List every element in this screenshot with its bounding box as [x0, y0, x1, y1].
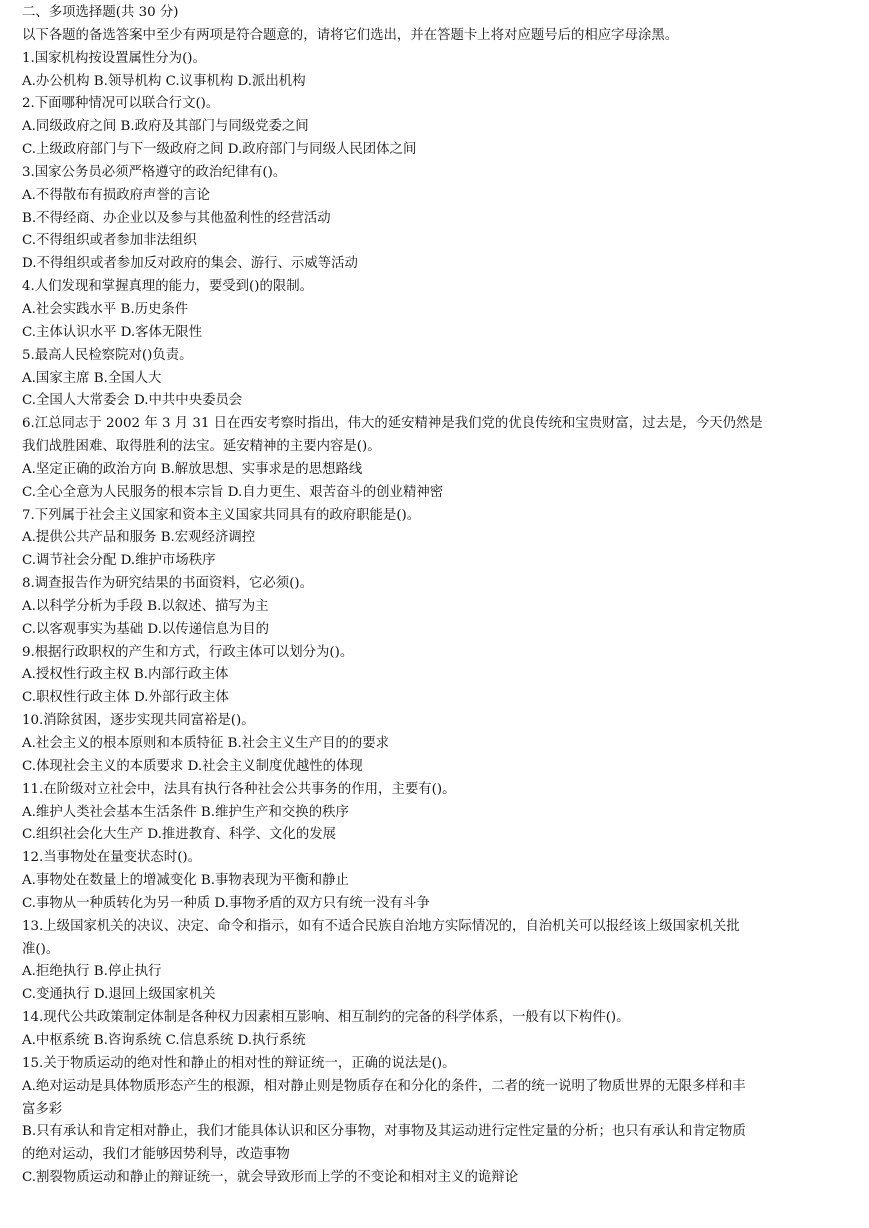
answer-options: A.授权性行政主权 B.内部行政主体	[22, 667, 229, 683]
answer-options: A.社会主义的根本原则和本质特征 B.社会主义生产目的的要求	[22, 736, 390, 751]
question-stem: 9.根据行政职权的产生和方式，行政主体可以划分为()。	[22, 644, 354, 660]
section-instruction: 以下各题的备选答案中至少有两项是符合题意的，请将它们选出，并在答题卡上将对应题号后的相应字母涂黑。	[22, 27, 679, 43]
answer-options: B.只有承认和肯定相对静止，我们才能具体认识和区分事物，对事物及其运动进行定性定量的分析；也只有承认和肯定物质	[22, 1124, 746, 1140]
question-stem: 14.现代公共政策制定体制是各种权力因素相互影响、相互制约的完备的科学体系，一般有以下构件()。	[22, 1010, 630, 1026]
answer-options: A.拒绝执行 B.停止执行	[22, 964, 162, 980]
question-stem: 8.调查报告作为研究结果的书面资料，它必须()。	[22, 576, 314, 592]
answer-options: A.以科学分析为手段 B.以叙述、描写为主	[22, 598, 269, 614]
answer-options: C.上级政府部门与下一级政府之间 D.政府部门与同级人民团体之间	[22, 142, 417, 158]
question-list	[22, 48, 859, 1190]
answer-options: C.主体认识水平 D.客体无限性	[22, 324, 203, 340]
answer-options: C.职权性行政主体 D.外部行政主体	[22, 690, 229, 706]
answer-options: C.变通执行 D.退回上级国家机关	[22, 987, 216, 1003]
answer-options: D.不得组织或者参加反对政府的集会、游行、示威等活动	[22, 256, 358, 272]
question-stem: 7.下列属于社会主义国家和资本主义国家共同具有的政府职能是()。	[22, 507, 421, 523]
answer-options: A.事物处在数量上的增减变化 B.事物表现为平衡和静止	[22, 873, 349, 889]
question-stem: 15.关于物质运动的绝对性和静止的相对性的辩证统一，正确的说法是()。	[22, 1055, 456, 1071]
answer-options: C.调节社会分配 D.维护市场秩序	[22, 553, 216, 569]
text-continuation: 的绝对运动，我们才能够因势利导，改造事物	[22, 1147, 290, 1163]
question-stem: 4.人们发现和掌握真理的能力，要受到()的限制。	[22, 279, 314, 295]
answer-options: A.坚定正确的政治方向 B.解放思想、实事求是的思想路线	[22, 461, 363, 477]
answer-options: C.体现社会主义的本质要求 D.社会主义制度优越性的体现	[22, 758, 363, 774]
answer-options: A.维护人类社会基本生活条件 B.维护生产和交换的秩序	[22, 804, 349, 820]
text-continuation: 准()。	[22, 941, 60, 957]
question-stem: 11.在阶级对立社会中，法具有执行各种社会公共事务的作用，主要有()。	[22, 781, 456, 797]
question-stem: 6.江总同志于 2002 年 3 月 31 日在西安考察时指出，伟大的延安精神是我们党的优良传统和宝贵财富，过去是，今天仍然是	[22, 416, 763, 432]
question-stem: 3.国家公务员必须严格遵守的政治纪律有()。	[22, 164, 287, 180]
answer-options: C.事物从一种质转化为另一种质 D.事物矛盾的双方只有统一没有斗争	[22, 895, 430, 911]
question-stem: 5.最高人民检察院对()负责。	[22, 347, 193, 363]
answer-options: C.全心全意为人民服务的根本宗旨 D.自力更生、艰苦奋斗的创业精神密	[22, 484, 444, 500]
question-stem: 1.国家机构按设置属性分为()。	[22, 50, 206, 66]
answer-options: C.组织社会化大生产 D.推进教育、科学、文化的发展	[22, 827, 336, 843]
answer-options: A.社会实践水平 B.历史条件	[22, 301, 189, 317]
answer-options: C.割裂物质运动和静止的辩证统一，就会导致形而上学的不变论和相对主义的诡辩论	[22, 1170, 519, 1186]
answer-options: A.中枢系统 B.咨询系统 C.信息系统 D.执行系统	[22, 1032, 306, 1048]
section-heading: 二、多项选择题(共 30 分)	[22, 5, 179, 20]
question-stem: 13.上级国家机关的决议、决定、命令和指示，如有不适合民族自治地方实际情况的，自治机关可以报经该上级国家机关批	[22, 918, 740, 934]
text-continuation: 富多彩	[22, 1101, 63, 1117]
answer-options: A.提供公共产品和服务 B.宏观经济调控	[22, 530, 256, 546]
answer-options: C.全国人大常委会 D.中共中央委员会	[22, 393, 243, 409]
answer-options: A.办公机构 B.领导机构 C.议事机构 D.派出机构	[22, 73, 306, 89]
answer-options: C.以客观事实为基础 D.以传递信息为目的	[22, 621, 270, 637]
answer-options: A.国家主席 B.全国人大	[22, 370, 162, 386]
text-continuation: 我们战胜困难、取得胜利的法宝。延安精神的主要内容是()。	[22, 439, 381, 455]
question-stem: 12.当事物处在量变状态时()。	[22, 850, 202, 866]
answer-options: C.不得组织或者参加非法组织	[22, 233, 197, 249]
question-stem: 10.消除贫困，逐步实现共同富裕是()。	[22, 713, 255, 729]
question-stem: 2.下面哪种情况可以联合行文()。	[22, 96, 220, 112]
answer-options: A.不得散布有损政府声誉的言论	[22, 187, 211, 203]
answer-options: A.同级政府之间 B.政府及其部门与同级党委之间	[22, 119, 309, 135]
answer-options: B.不得经商、办企业以及参与其他盈利性的经营活动	[22, 210, 331, 226]
answer-options: A.绝对运动是具体物质形态产生的根源，相对静止则是物质存在和分化的条件，二者的统一说明了物质世界的无限多样和丰	[22, 1078, 746, 1094]
